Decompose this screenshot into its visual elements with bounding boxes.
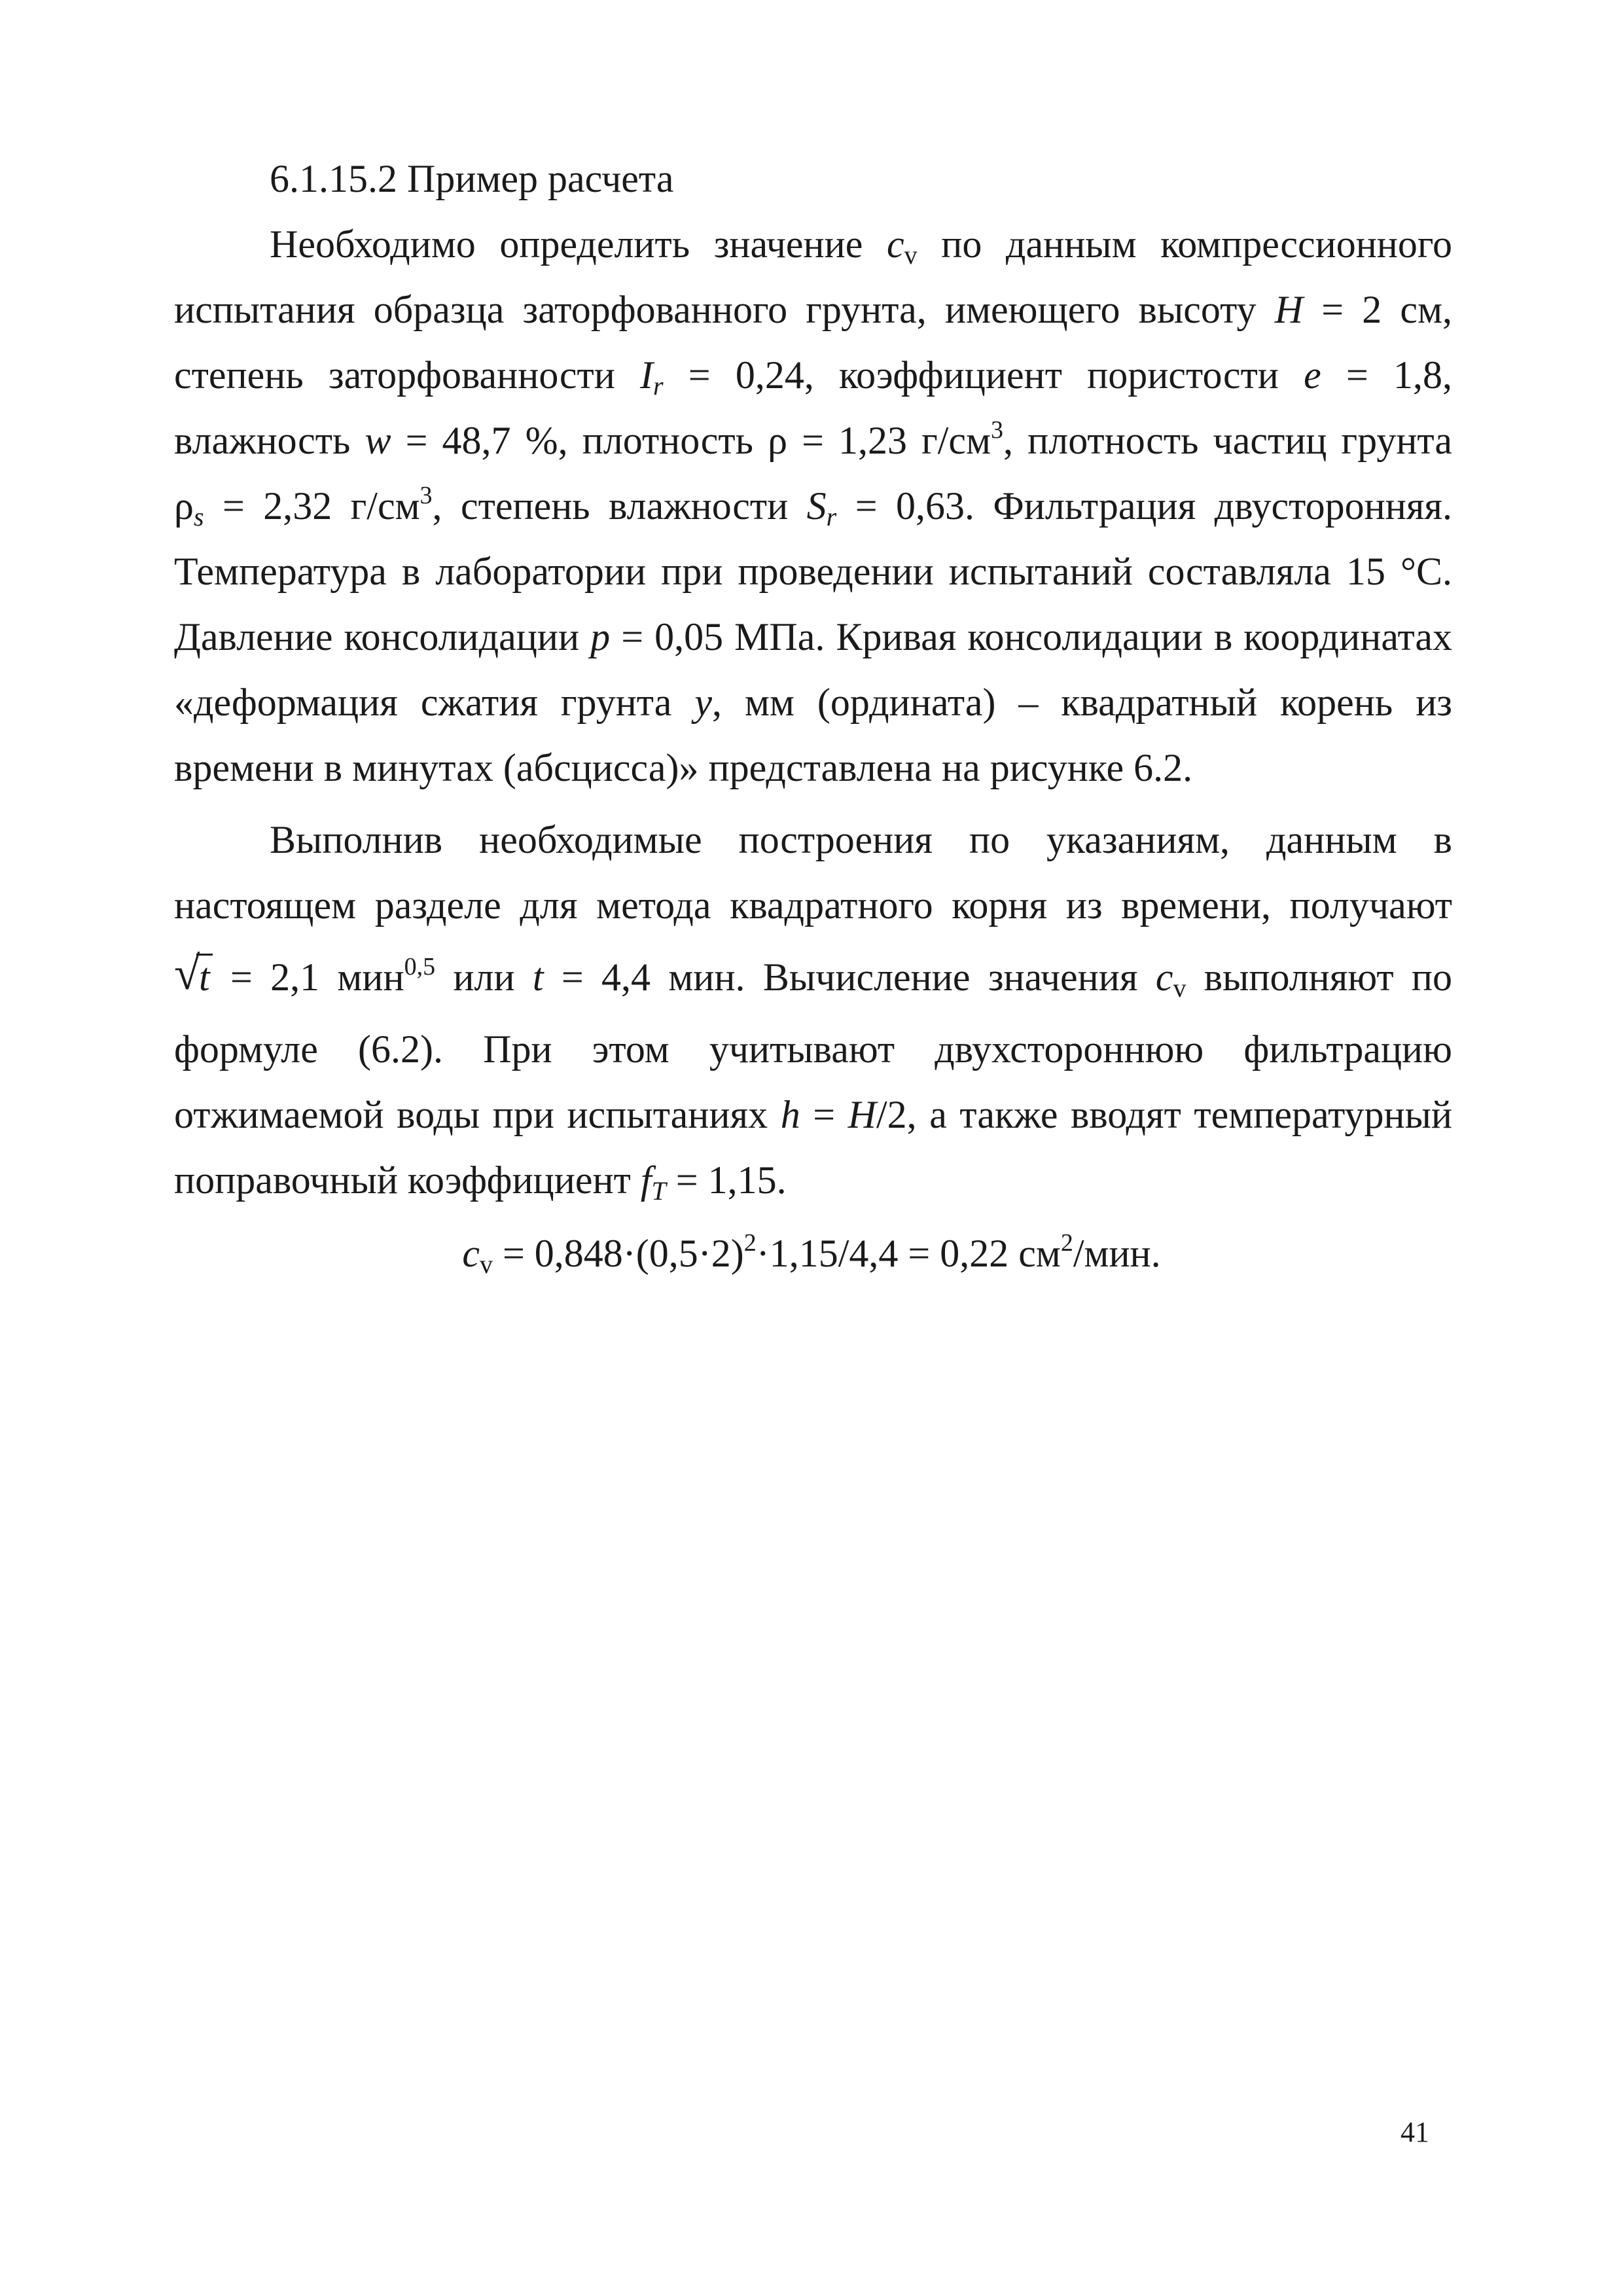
- result-formula: $c_v = 0,848\cdot(0,5\cdot 2)^2\cdot 1,15/4,4 = 0,22$ $см^2$/мин.: [462, 1229, 1161, 1279]
- p2-line-6: поправочный коэффициент $f_T = 1,15$.: [174, 1158, 787, 1206]
- p2-line-5: отжимаемой воды при испытаниях h = H/2, а также вводят температурный: [174, 1093, 1453, 1136]
- page-number: 41: [1400, 2116, 1429, 2148]
- p2-line-3: √ t = 2,1 мин$^{0,5}$ или t = 4,4 мин. Вычисление значения $c_v$ выполняют по: [174, 944, 1452, 1010]
- p1-line-2: испытания образца заторфованного грунта, имеющего высоту H = 2 см,: [174, 288, 1453, 331]
- p1-line-5: $\rho_s = 2,32$ $г/см^3$, степень влажности $S_r = 0,63$. Фильтрация двусторонняя.: [174, 482, 1453, 531]
- p2-line-4: формуле (6.2). При этом учитывают двухстороннюю фильтрацию: [174, 1028, 1452, 1071]
- p1-line-6: Температура в лаборатории при проведении испытаний составляла 15 °С.: [174, 550, 1452, 593]
- p1-line-9: времени в минутах (абсцисса)» представлена на рисунке 6.2.: [174, 746, 1193, 789]
- p1-line-1: Необходимо определить значение $c_v$ по данным компрессионного: [270, 223, 1453, 270]
- p2-line-1: Выполнив необходимые построения по указаниям, данным в: [270, 818, 1452, 861]
- p1-line-3: степень заторфованности $I_r = 0,24$, коэффициент пористости e = 1,8,: [174, 353, 1452, 401]
- p2-line-2: настоящем разделе для метода квадратного корня из времени, получают: [174, 884, 1452, 927]
- section-heading: 6.1.15.2 Пример расчета: [270, 157, 674, 200]
- sqrt-expression: √ t: [174, 944, 213, 1010]
- p1-line-7: Давление консолидации p = 0,05 МПа. Кривая консолидации в координатах: [174, 615, 1453, 658]
- p1-line-8: «деформация сжатия грунта y, мм (ордината) – квадратный корень из: [174, 681, 1453, 724]
- p1-line-4: влажность w = 48,7 %, плотность ρ = 1,23 $г/см^3$, плотность частиц грунта: [174, 416, 1453, 462]
